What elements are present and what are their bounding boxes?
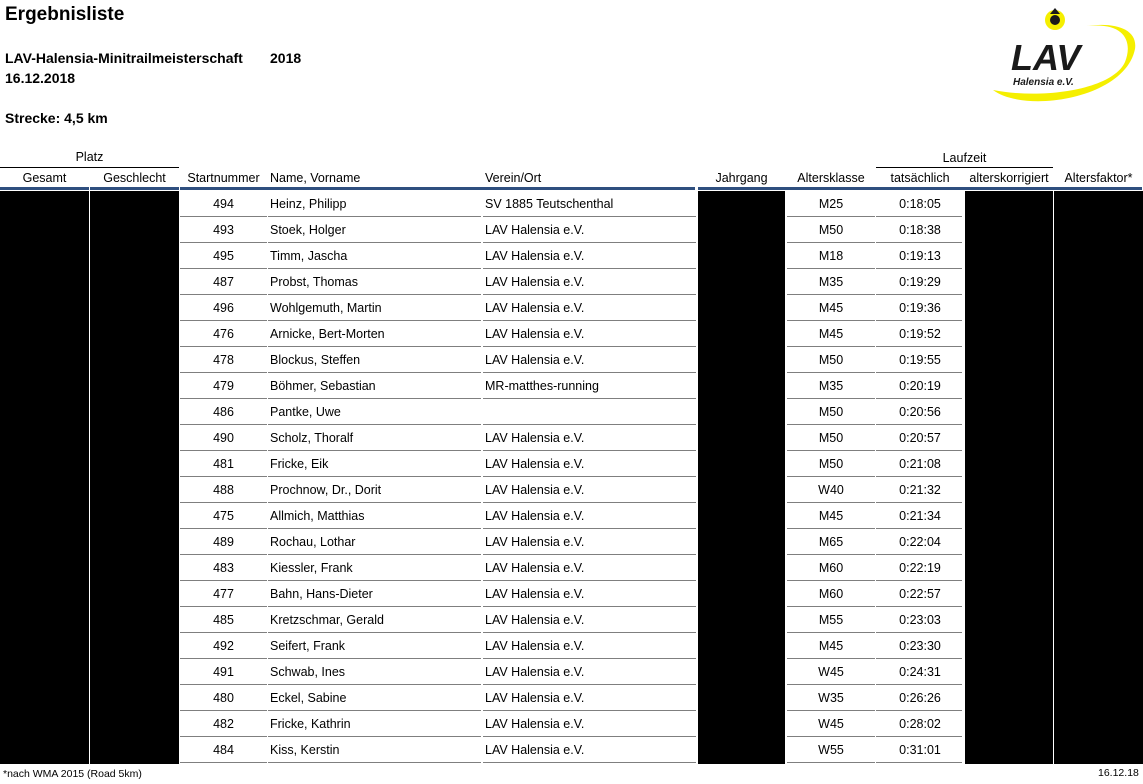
cell-startnummer: 480	[213, 691, 234, 705]
cell-startnummer: 483	[213, 561, 234, 575]
table-row	[180, 711, 962, 737]
cell-verein	[485, 399, 695, 425]
cell-startnummer: 486	[213, 405, 234, 419]
table-row	[180, 633, 962, 659]
logo-subtext: Halensia e.V.	[1013, 77, 1074, 88]
cell-startnummer: 496	[213, 301, 234, 315]
row-separator	[787, 762, 875, 763]
cell-startnummer: 491	[213, 665, 234, 679]
cell-altersklasse: M45	[818, 327, 844, 341]
footnote: *nach WMA 2015 (Road 5km)	[3, 768, 142, 780]
col-header-gesamt: Gesamt	[22, 171, 67, 185]
cell-startnummer: 488	[213, 483, 234, 497]
cell-name: Heinz, Philipp	[270, 197, 347, 211]
table-row	[180, 321, 962, 347]
cell-name: Schwab, Ines	[270, 665, 346, 679]
cell-startnummer: 475	[213, 509, 234, 523]
cell-verein: LAV Halensia e.V.	[485, 535, 585, 549]
cell-verein: LAV Halensia e.V.	[485, 561, 585, 575]
row-separator	[268, 762, 481, 763]
header-rule	[90, 187, 179, 190]
table-row	[180, 529, 962, 555]
cell-name: Böhmer, Sebastian	[270, 379, 376, 393]
cell-zeit: 0:22:57	[899, 587, 941, 601]
redacted-altersfaktor-column	[1054, 191, 1143, 764]
cell-verein: LAV Halensia e.V.	[485, 223, 585, 237]
cell-name: Rochau, Lothar	[270, 535, 356, 549]
cell-zeit: 0:19:36	[899, 301, 941, 315]
col-header-tatsaechlich: tatsächlich	[890, 171, 950, 185]
cell-startnummer: 476	[213, 327, 234, 341]
cell-startnummer: 490	[213, 431, 234, 445]
table-row	[180, 269, 962, 295]
col-header-verein: Verein/Ort	[485, 171, 542, 185]
cell-altersklasse: W45	[818, 665, 844, 679]
cell-zeit: 0:19:29	[899, 275, 941, 289]
event-year: 2018	[270, 50, 302, 66]
cell-altersklasse: M45	[818, 509, 844, 523]
cell-altersklasse: W45	[818, 717, 844, 731]
cell-startnummer: 477	[213, 587, 234, 601]
cell-verein: LAV Halensia e.V.	[485, 431, 585, 445]
table-row	[180, 217, 962, 243]
cell-zeit: 0:31:01	[899, 743, 941, 757]
cell-zeit: 0:24:31	[899, 665, 941, 679]
cell-name: Kiss, Kerstin	[270, 743, 340, 757]
cell-zeit: 0:18:38	[899, 223, 941, 237]
cell-startnummer: 489	[213, 535, 234, 549]
cell-name: Blockus, Steffen	[270, 353, 361, 367]
cell-name: Probst, Thomas	[270, 275, 359, 289]
col-header-jahrgang: Jahrgang	[715, 171, 768, 185]
col-header-startnummer: Startnummer	[187, 171, 260, 185]
cell-startnummer: 479	[213, 379, 234, 393]
cell-altersklasse: M50	[818, 431, 844, 445]
cell-altersklasse: M50	[818, 223, 844, 237]
cell-name: Arnicke, Bert-Morten	[270, 327, 385, 341]
cell-zeit: 0:19:55	[899, 353, 941, 367]
cell-zeit: 0:21:34	[899, 509, 941, 523]
cell-altersklasse: M60	[818, 587, 844, 601]
cell-startnummer: 482	[213, 717, 234, 731]
cell-zeit: 0:23:30	[899, 639, 941, 653]
cell-altersklasse: M65	[818, 535, 844, 549]
cell-name: Scholz, Thoralf	[270, 431, 354, 445]
table-row	[180, 737, 962, 763]
cell-name: Fricke, Eik	[270, 457, 329, 471]
cell-altersklasse: M45	[818, 301, 844, 315]
cell-zeit: 0:20:56	[899, 405, 941, 419]
table-row	[180, 191, 962, 217]
cell-verein: LAV Halensia e.V.	[485, 353, 585, 367]
event-name: LAV-Halensia-Minitrailmeisterschaft	[5, 50, 243, 66]
divider	[0, 167, 179, 168]
cell-verein: LAV Halensia e.V.	[485, 613, 585, 627]
cell-zeit: 0:20:57	[899, 431, 941, 445]
cell-altersklasse: M25	[818, 197, 844, 211]
cell-altersklasse: W55	[818, 743, 844, 757]
table-row	[180, 295, 962, 321]
col-header-alterskorrigiert: alterskorrigiert	[969, 171, 1049, 185]
cell-name: Kretzschmar, Gerald	[270, 613, 384, 627]
table-row	[180, 347, 962, 373]
page-title: Ergebnisliste	[5, 4, 125, 25]
cell-altersklasse: M50	[818, 405, 844, 419]
logo-text: LAV	[1011, 37, 1081, 78]
table-row	[180, 477, 962, 503]
table-row	[180, 399, 962, 425]
header-rule	[180, 187, 695, 190]
cell-startnummer: 494	[213, 197, 234, 211]
cell-verein: LAV Halensia e.V.	[485, 483, 585, 497]
cell-verein: LAV Halensia e.V.	[485, 457, 585, 471]
cell-altersklasse: M35	[818, 275, 844, 289]
cell-zeit: 0:23:03	[899, 613, 941, 627]
cell-altersklasse: M50	[818, 457, 844, 471]
cell-altersklasse: W40	[818, 483, 844, 497]
table-row	[180, 659, 962, 685]
cell-name: Seifert, Frank	[270, 639, 346, 653]
cell-verein: LAV Halensia e.V.	[485, 301, 585, 315]
cell-zeit: 0:19:52	[899, 327, 941, 341]
cell-name: Wohlgemuth, Martin	[270, 301, 382, 315]
footer-date: 16.12.18	[1098, 767, 1139, 779]
cell-startnummer: 495	[213, 249, 234, 263]
table-row	[180, 555, 962, 581]
cell-verein: LAV Halensia e.V.	[485, 327, 585, 341]
cell-name: Pantke, Uwe	[270, 405, 341, 419]
redacted-alterskorrigiert-column	[965, 191, 1053, 764]
cell-verein: LAV Halensia e.V.	[485, 249, 585, 263]
cell-verein: LAV Halensia e.V.	[485, 509, 585, 523]
divider	[876, 167, 1053, 168]
cell-startnummer: 481	[213, 457, 234, 471]
cell-verein: SV 1885 Teutschenthal	[485, 197, 614, 211]
cell-name: Kiessler, Frank	[270, 561, 353, 575]
row-separator	[180, 762, 267, 763]
table-row	[180, 581, 962, 607]
cell-altersklasse: M60	[818, 561, 844, 575]
col-header-geschlecht: Geschlecht	[103, 171, 166, 185]
table-row	[180, 451, 962, 477]
cell-zeit: 0:21:32	[899, 483, 941, 497]
cell-zeit: 0:22:19	[899, 561, 941, 575]
row-separator	[876, 762, 962, 763]
distance-label: Strecke: 4,5 km	[5, 110, 108, 126]
cell-startnummer: 485	[213, 613, 234, 627]
cell-altersklasse: M45	[818, 639, 844, 653]
cell-zeit: 0:18:05	[899, 197, 941, 211]
cell-name: Allmich, Matthias	[270, 509, 365, 523]
cell-verein: LAV Halensia e.V.	[485, 639, 585, 653]
row-separator	[483, 762, 696, 763]
cell-zeit: 0:28:02	[899, 717, 941, 731]
table-row	[180, 373, 962, 399]
cell-verein: MR-matthes-running	[485, 379, 599, 393]
cell-verein: LAV Halensia e.V.	[485, 665, 585, 679]
cell-altersklasse: M35	[818, 379, 844, 393]
cell-zeit: 0:19:13	[899, 249, 941, 263]
group-header-laufzeit: Laufzeit	[942, 151, 987, 165]
cell-startnummer: 484	[213, 743, 234, 757]
table-row	[180, 425, 962, 451]
cell-verein: LAV Halensia e.V.	[485, 275, 585, 289]
cell-verein: LAV Halensia e.V.	[485, 743, 585, 757]
cell-altersklasse: M18	[818, 249, 844, 263]
col-header-altersklasse: Altersklasse	[797, 171, 865, 185]
cell-name: Timm, Jascha	[270, 249, 348, 263]
cell-zeit: 0:22:04	[899, 535, 941, 549]
cell-zeit: 0:20:19	[899, 379, 941, 393]
redacted-geschlecht-column	[90, 191, 179, 764]
cell-startnummer: 478	[213, 353, 234, 367]
cell-startnummer: 492	[213, 639, 234, 653]
cell-name: Bahn, Hans-Dieter	[270, 587, 373, 601]
cell-altersklasse: M50	[818, 353, 844, 367]
club-logo	[975, 4, 1140, 104]
cell-zeit: 0:21:08	[899, 457, 941, 471]
cell-altersklasse: M55	[818, 613, 844, 627]
cell-startnummer: 493	[213, 223, 234, 237]
redacted-gesamt-column	[0, 191, 89, 764]
event-date: 16.12.2018	[5, 70, 76, 86]
cell-verein: LAV Halensia e.V.	[485, 717, 585, 731]
cell-altersklasse: W35	[818, 691, 844, 705]
table-row	[180, 503, 962, 529]
cell-zeit: 0:26:26	[899, 691, 941, 705]
cell-name: Fricke, Kathrin	[270, 717, 351, 731]
group-header-platz: Platz	[75, 150, 104, 164]
table-row	[180, 243, 962, 269]
col-header-altersfaktor: Altersfaktor*	[1064, 171, 1133, 185]
header-rule	[0, 187, 89, 190]
cell-name: Eckel, Sabine	[270, 691, 347, 705]
cell-name: Prochnow, Dr., Dorit	[270, 483, 382, 497]
header-rule	[698, 187, 1142, 190]
table-row	[180, 685, 962, 711]
cell-verein: LAV Halensia e.V.	[485, 691, 585, 705]
col-header-name: Name, Vorname	[270, 171, 361, 185]
table-row	[180, 607, 962, 633]
cell-name: Stoek, Holger	[270, 223, 346, 237]
cell-verein: LAV Halensia e.V.	[485, 587, 585, 601]
cell-startnummer: 487	[213, 275, 234, 289]
